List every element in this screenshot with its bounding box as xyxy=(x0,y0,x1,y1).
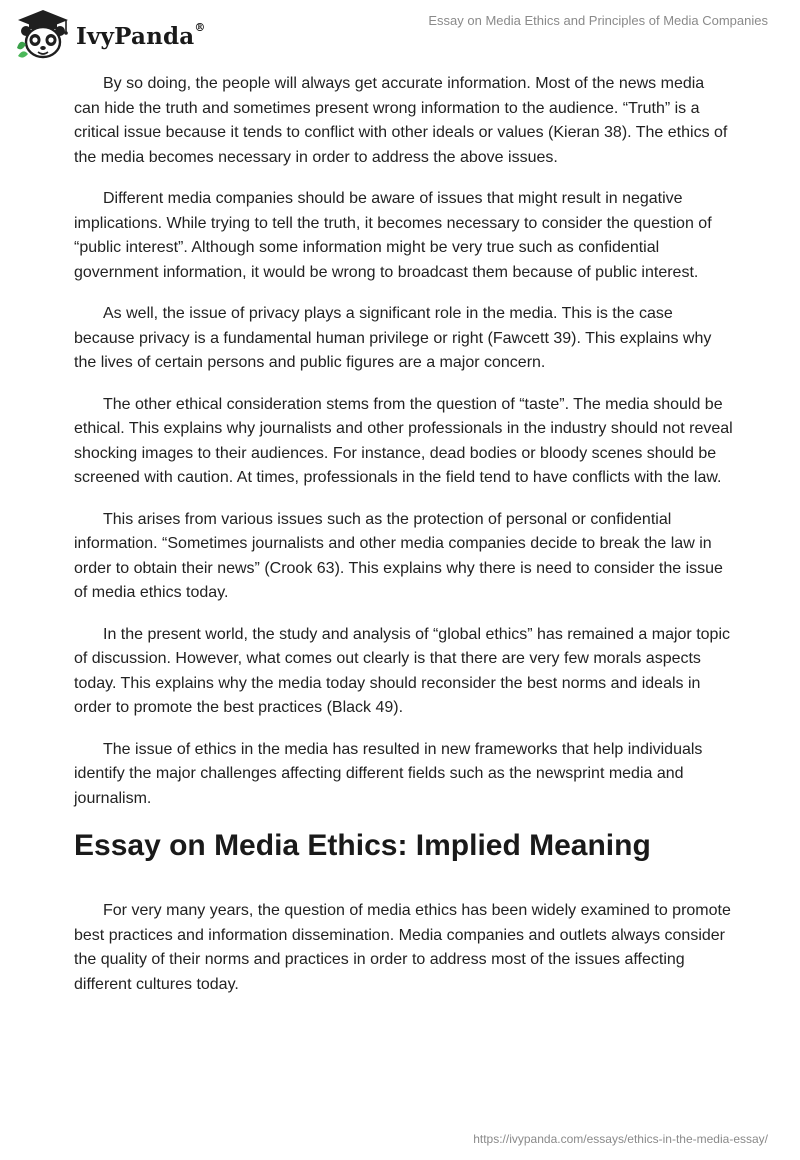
paragraph: In the present world, the study and analysis of “global ethics” has remained a major topic of discussion. However, what comes out clearly is that there are very few morals aspects today. This explains why the media today should reconsider the best norms and ideals in order to promote the best practices (Black 49). xyxy=(74,625,730,716)
paragraph: As well, the issue of privacy plays a significant role in the media. This is the case because privacy is a fundamental human privilege or right (Fawcett 39). This explains why the lives of certain persons and public figures are a major concern. xyxy=(74,305,712,371)
ivypanda-logo[interactable] xyxy=(14,8,206,62)
paragraph: The other ethical consideration stems from the question of “taste”. The media should be ethical. This explains why journalists and other professionals in the industry should not reveal shocking images to their audiences. For instance, dead bodies or bloody scenes should be screened with caution. At times, professionals in the field tend to have conflicts with the law. xyxy=(74,395,733,486)
essay-content xyxy=(74,72,734,1014)
brand-name: IvyPanda® xyxy=(76,20,206,50)
source-url[interactable]: https://ivypanda.com/essays/ethics-in-the-media-essay/ xyxy=(473,1132,768,1146)
paragraph: Different media companies should be aware of issues that might result in negative implications. While trying to tell the truth, it becomes necessary to consider the question of “public interest”. Although some information might be very true such as confidential government information, it would be wrong to broadcast them because of public interest. xyxy=(74,190,712,281)
panda-graduate-icon xyxy=(14,8,72,62)
paragraph: This arises from various issues such as the protection of personal or confidential information. “Sometimes journalists and other media companies decide to break the law in order to obtain their news” (Crook 63). This explains why there is need to consider the issue of media ethics today. xyxy=(74,510,723,601)
section-heading: Essay on Media Ethics: Implied Meaning xyxy=(74,829,651,862)
paragraph: The issue of ethics in the media has resulted in new frameworks that help individuals identify the major challenges affecting different fields such as the newsprint media and journalism. xyxy=(74,740,703,807)
paragraph: For very many years, the question of media ethics has been widely examined to promote best practices and information dissemination. Media companies and outlets always consider the quality of their norms and practices in order to address most of the issues affecting different cultures today. xyxy=(74,902,731,993)
paragraph: By so doing, the people will always get accurate information. Most of the news media can hide the truth and sometimes present wrong information to the audience. “Truth” is a critical issue because it tends to conflict with other ideals or values (Kieran 38). The ethics of the media becomes necessary in order to address the above issues. xyxy=(74,75,728,166)
document-title: Essay on Media Ethics and Principles of Media Companies xyxy=(428,13,768,28)
page-header xyxy=(0,0,800,70)
